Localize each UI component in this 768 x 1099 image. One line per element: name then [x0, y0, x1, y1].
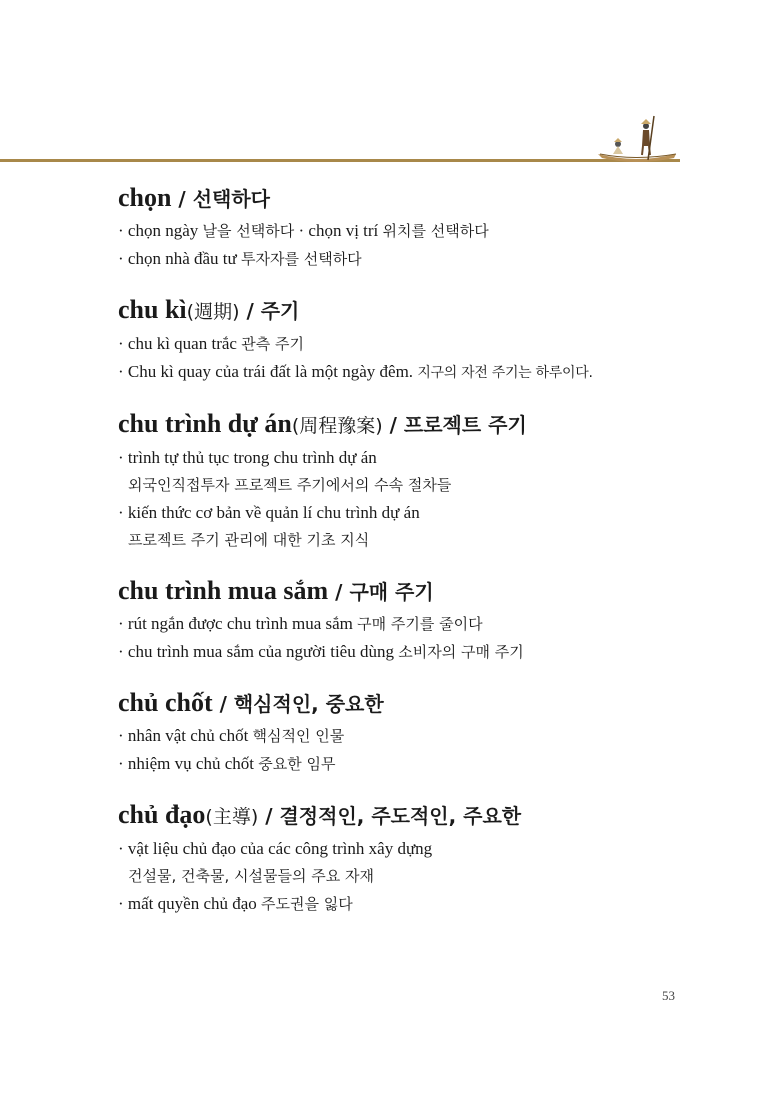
dictionary-entries	[118, 180, 718, 937]
entry-headword: chu trình mua sắm / 구매 주기	[118, 576, 434, 605]
example-line: · kiến thức cơ bản về quản lí chu trình dự án	[118, 503, 420, 522]
example-line: · nhiệm vụ chủ chốt 중요한 임무	[118, 754, 336, 773]
example-line: · chu trình mua sắm của người tiêu dùng 소비자의 구매 주기	[118, 642, 524, 661]
example-line: · chọn nhà đầu tư 투자자를 선택하다	[118, 249, 362, 268]
example-line: · chu kì quan trắc 관측 주기	[118, 334, 304, 353]
example-translation: 외국인직접투자 프로젝트 주기에서의 수속 절차들	[128, 476, 452, 494]
page-number: 53	[662, 988, 675, 1003]
entry-chon	[118, 180, 718, 273]
entry-headword: chọn / 선택하다	[118, 183, 270, 212]
example-line: · nhân vật chủ chốt 핵심적인 인물	[118, 726, 345, 745]
example-line: · vật liệu chủ đạo của các công trình xây dựng	[118, 839, 433, 858]
example-line: · Chu kì quay của trái đất là một ngày đêm. 지구의 자전 주기는 하루이다.	[118, 362, 593, 381]
entry-headword: chu kì(週期) / 주기	[118, 295, 300, 324]
example-translation: 프로젝트 주기 관리에 대한 기초 지식	[128, 531, 370, 549]
entry-chu-chot	[118, 685, 718, 778]
entry-chu-trinh-du-an	[118, 406, 718, 554]
entry-chu-dao	[118, 797, 718, 918]
example-line: · mất quyền chủ đạo 주도권을 잃다	[118, 894, 353, 913]
header-rule	[0, 159, 680, 162]
entry-chu-ki	[118, 292, 718, 387]
entry-headword: chu trình dự án(周程豫案) / 프로젝트 주기	[118, 409, 527, 438]
entry-headword: chủ đạo(主導) / 결정적인, 주도적인, 주요한	[118, 800, 522, 829]
example-line: · chọn ngày 날을 선택하다 · chọn vị trí 위치를 선택하다	[118, 221, 489, 240]
boat-icon	[596, 114, 682, 164]
example-line: · rút ngắn được chu trình mua sắm 구매 주기를 줄이다	[118, 614, 483, 633]
example-line: · trình tự thủ tục trong chu trình dự án	[118, 448, 377, 467]
entry-chu-trinh-mua-sam	[118, 573, 718, 666]
example-translation: 건설물, 건축물, 시설물들의 주요 자재	[128, 867, 374, 885]
entry-headword: chủ chốt / 핵심적인, 중요한	[118, 688, 384, 717]
